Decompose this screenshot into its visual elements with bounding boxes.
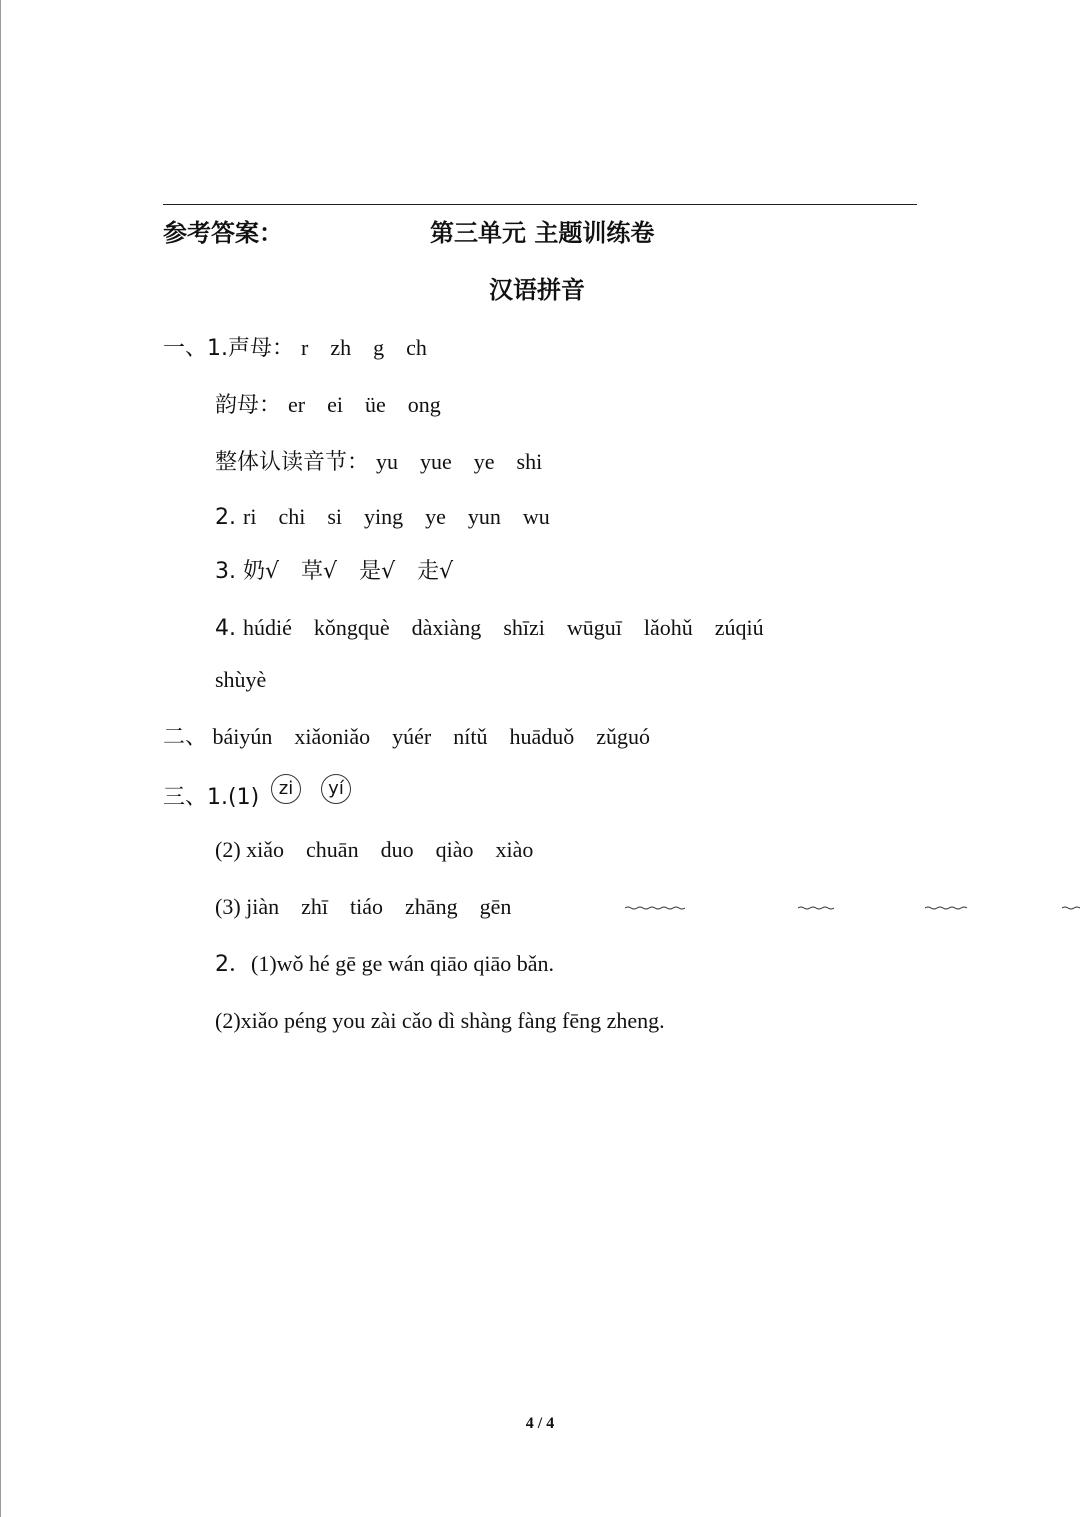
- page-number: 4 / 4: [525, 1415, 555, 1432]
- unit-title: 第三单元 主题训练卷: [430, 219, 655, 247]
- wavy-underline: [1062, 906, 1080, 910]
- q4-item: lǎohǔ: [643, 615, 693, 640]
- q4-item: kǒngquè: [313, 615, 390, 640]
- q3-line: [215, 557, 475, 587]
- sub3-item: gēn: [479, 894, 512, 919]
- q4-item: wūguī: [566, 615, 622, 640]
- part3-sub3-line: [215, 892, 533, 923]
- sub2-item: chuān: [306, 837, 359, 862]
- syllables-list: [376, 449, 564, 474]
- part2-item: huāduǒ: [509, 724, 575, 749]
- sub3-item: zhī: [301, 894, 329, 919]
- finals-label: 韵母：: [215, 393, 282, 418]
- sub2-item: xiào: [495, 837, 534, 862]
- part2-item: yúér: [392, 724, 432, 749]
- part3-q2-sentence1: (1)wǒ hé gē ge wán qiāo qiāo bǎn.: [251, 951, 555, 976]
- final-item: ei: [327, 392, 343, 417]
- initial-item: zh: [330, 335, 352, 360]
- header-rule: [163, 204, 917, 205]
- finals-list: [288, 392, 463, 417]
- part2-item: báiyún: [212, 724, 273, 749]
- part1-q1-initials-line: [163, 333, 449, 364]
- final-item: ong: [407, 392, 441, 417]
- part2-list: [207, 724, 672, 749]
- initial-item: r: [301, 335, 309, 360]
- syllable-item: ye: [473, 449, 495, 474]
- initial-item: g: [373, 335, 385, 360]
- sub2-item: qiào: [435, 837, 474, 862]
- q3-item: 是√: [359, 559, 396, 584]
- sub3-item: zhāng: [405, 894, 458, 919]
- q4-list: [243, 615, 786, 640]
- q3-item: 奶√: [243, 559, 280, 584]
- q2-line: [215, 502, 572, 533]
- finals-line: [215, 390, 463, 421]
- sub2-item: xiǎo: [246, 837, 285, 862]
- final-item: üe: [365, 392, 386, 417]
- initials-list: [301, 335, 449, 360]
- syllable-item: yue: [420, 449, 452, 474]
- sub2-item: duo: [380, 837, 414, 862]
- sub3-list: [241, 894, 534, 919]
- syllables-line: [215, 447, 564, 478]
- q2-item: ri: [243, 504, 257, 529]
- initial-item: ch: [406, 335, 427, 360]
- syllable-item: yu: [376, 449, 399, 474]
- wavy-underline: [925, 906, 969, 910]
- part3-marker: 三、: [163, 785, 208, 810]
- initials-label: 声母：: [228, 336, 295, 361]
- part3-q1-line: [163, 783, 259, 813]
- sub3-label: (3): [215, 894, 241, 919]
- part2-item: zǔguó: [596, 724, 651, 749]
- q2-item: ying: [364, 504, 404, 529]
- final-item: er: [288, 392, 306, 417]
- q4-line: [215, 613, 786, 644]
- q1-number: 1.: [207, 336, 229, 361]
- sub3-item: jiàn: [246, 894, 280, 919]
- q3-item: 草√: [301, 559, 338, 584]
- q2-item: yun: [467, 504, 501, 529]
- q2-item: wu: [522, 504, 550, 529]
- part3-q2-line1: [215, 949, 554, 980]
- sub2-list: [241, 837, 556, 862]
- syllables-label: 整体认读音节：: [215, 450, 370, 475]
- sub2-label: (2): [215, 837, 241, 862]
- q2-item: ye: [425, 504, 446, 529]
- page-left-edge: [0, 0, 1, 1517]
- part3-q1-number: 1.(1): [207, 785, 260, 810]
- answer-label: 参考答案：: [163, 219, 283, 247]
- part2-line: [163, 722, 672, 753]
- q2-list: [243, 504, 572, 529]
- wavy-underline: [625, 906, 685, 910]
- part3-q2-number: 2．: [215, 952, 251, 977]
- q4-number: 4.: [215, 616, 236, 641]
- q3-list: [243, 559, 475, 584]
- sub3-item: tiáo: [350, 894, 384, 919]
- circled-syllable-yi: yí: [321, 774, 351, 804]
- wavy-underline: [798, 906, 834, 910]
- part2-marker: 二、: [163, 725, 208, 750]
- part3-q2-sentence2: (2)xiǎo péng you zài cǎo dì shàng fàng fēng zheng.: [215, 1008, 665, 1033]
- q4-item: zúqiú: [714, 615, 764, 640]
- q3-item: 走√: [417, 559, 454, 584]
- q4-item: dàxiàng: [411, 615, 482, 640]
- q2-item: si: [327, 504, 343, 529]
- q4-item: shīzi: [503, 615, 545, 640]
- section-title: 汉语拼音: [489, 276, 585, 304]
- circled-syllable-zi: zi: [271, 774, 301, 804]
- q4-item: húdié: [243, 615, 292, 640]
- q2-item: chi: [278, 504, 306, 529]
- part3-sub2-line: [215, 835, 555, 866]
- part1-marker: 一、: [163, 336, 208, 361]
- syllable-item: shi: [516, 449, 543, 474]
- q3-number: 3.: [215, 559, 236, 584]
- q4-last-item: shùyè: [215, 667, 267, 692]
- q2-number: 2.: [215, 505, 236, 530]
- part2-item: nítǔ: [453, 724, 488, 749]
- part2-item: xiǎoniǎo: [294, 724, 371, 749]
